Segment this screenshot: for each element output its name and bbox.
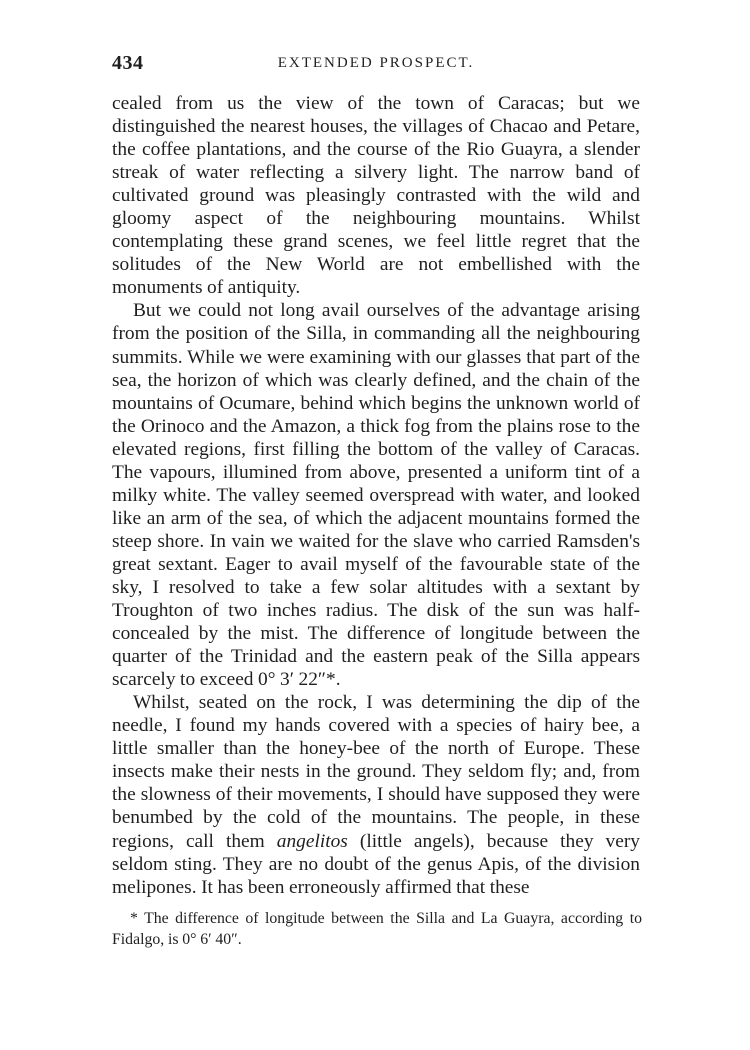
page-header — [112, 52, 640, 82]
running-head: EXTENDED PROSPECT. — [277, 55, 475, 71]
paragraph-bees-text-end: (little angels), because they very seldom sting. They are no doubt of the genus Apis, of the division melipones. It has been erroneously affirmed that these — [112, 830, 640, 898]
footnote-text: * The difference of longitude between the Silla and La Guayra, according to Fidalgo, is 0° 6′ 40″. — [112, 910, 642, 948]
paragraph-bees-text-start: Whilst, seated on the rock, I was determining the dip of the needle, I found my hands covered with a species of hairy bee, a little smaller than the honey-bee of the north of Europe. These insects make their nests in the ground. They seldom fly; and, from the slowness of their movements, I should have supposed they were benumbed by the cold of the mountains. The people, in these regions, call them — [112, 692, 640, 852]
paragraph-bees — [112, 691, 640, 898]
paragraph-continued: cealed from us the view of the town of Caracas; but we distinguished the nearest houses, the villages of Chacao and Petare, the coffee plantations, and the course of the Rio Guayra, a slender streak of water reflecting a silvery light. The narrow band of cultivated ground was pleasingly contrasted with the wild and gloomy aspect of the neighbouring mountains. Whilst contemplating these grand scenes, we feel little regret that the solitudes of the New World are not embellished with the monuments of antiquity. — [112, 93, 640, 299]
paragraph-fog: But we could not long avail ourselves of the advantage arising from the position of the Silla, in commanding all the neighbouring summits. While we were examining with our glasses that part of the sea, the horizon of which was clearly defined, and the chain of the mountains of Ocumare, behind which begins the unknown world of the Orinoco and the Amazon, a thick fog from the plains rose to the elevated regions, first filling the bottom of the valley of Caracas. The vapours, illumined from above, presented a uniform tint of a milky white. The valley seemed overspread with water, and looked like an arm of the sea, of which the adjacent mountains formed the steep shore. In vain we waited for the slave who carried Ramsden's great sextant. Eager to avail myself of the favourable state of the sky, I resolved to take a few solar altitudes with a sextant by Troughton of two inches radius. The disk of the sun was half-concealed by the mist. The difference of longitude between the quarter of the Trinidad and the eastern peak of the Silla appears scarcely to exceed 0° 3′ 22″*. — [112, 300, 640, 691]
italic-term-angelitos: angelitos — [276, 830, 348, 852]
page-number: 434 — [112, 52, 144, 74]
footnote — [112, 908, 642, 950]
body-text — [112, 92, 640, 899]
